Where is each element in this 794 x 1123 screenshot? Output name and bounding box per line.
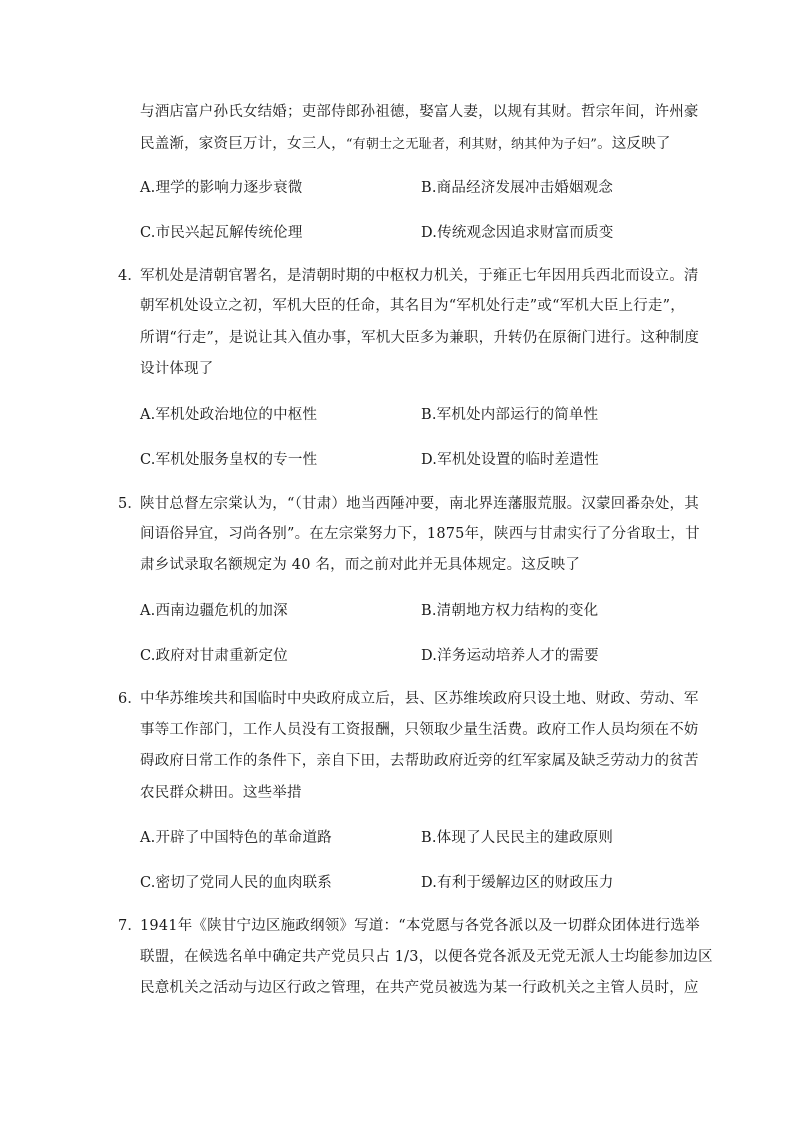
q6-number: 6． [118, 691, 143, 707]
q5-text-line-3: 肃乡试录取名额规定为 40 名，而之前对此并无具体规定。这反映了 [140, 557, 581, 573]
q7-text-line-2: 联盟，在候选名单中确定共产党员只占 1/3，以便各党各派及无党无派人士均能参加边区 [140, 949, 713, 965]
q4-option-b: B.军机处内部运行的简单性 [421, 407, 599, 423]
q7-text-line-3: 民意机关之活动与边区行政之管理，在共产党员被选为某一行政机关之主管人员时，应 [140, 980, 699, 996]
q3-option-b: B.商品经济发展冲击婚姻观念 [421, 180, 614, 196]
q4-text-line-4: 设计体现了 [140, 361, 214, 377]
q6-option-c: C.密切了党同人民的血肉联系 [140, 875, 332, 891]
q6-text-line-2: 事等工作部门，工作人员没有工资报酬，只领取少量生活费。政府工作人员均须在不妨 [140, 722, 699, 738]
q3-option-a: A.理学的影响力逐步衰微 [140, 180, 303, 196]
q4-option-c: C.军机处服务皇权的专一性 [140, 452, 318, 468]
q6-option-b: B.体现了人民民主的建政原则 [421, 830, 614, 846]
q7-text-line-1: 1941年《陕甘宁边区施政纲领》写道：“本党愿与各党各派以及一切群众团体进行选举 [140, 918, 700, 934]
q5-text-line-1: 陕甘总督左宗棠认为，“（甘肃）地当西陲冲要，南北界连藩服荒服。汉蒙回番杂处，其 [140, 496, 699, 512]
q6-text-line-3: 碍政府日常工作的条件下，亲自下田，去帮助政府近旁的红军家属及缺乏劳动力的贫苦 [140, 753, 699, 769]
q3-option-d: D.传统观念因追求财富而质变 [421, 225, 614, 241]
q4-text-line-2: 朝军机处设立之初，军机大臣的任命，其名目为“军机处行走”或“军机大臣上行走”， [140, 298, 685, 314]
q5-option-b: B.清朝地方权力结构的变化 [421, 603, 599, 619]
q6-option-d: D.有利于缓解边区的财政压力 [421, 875, 614, 891]
q6-option-a: A.开辟了中国特色的革命道路 [140, 830, 332, 846]
q3-text-line-2 [140, 134, 671, 155]
q6-text-line-1: 中华苏维埃共和国临时中央政府成立后，县、区苏维埃政府只设土地、财政、劳动、军 [140, 691, 699, 707]
q4-text-line-3: 所谓“行走”，是说让其入值办事，军机大臣多为兼职，升转仍在原衙门进行。这种制度 [140, 330, 700, 346]
q5-option-c: C.政府对甘肃重新定位 [140, 648, 288, 664]
q3-text-line-2-b: 。这反映了 [597, 136, 671, 152]
q5-option-d: D.洋务运动培养人才的需要 [421, 648, 599, 664]
q3-text-line-2-a: 民盖渐，家资巨万计，女三人， [140, 136, 346, 152]
q4-option-d: D.军机处设置的临时差遣性 [421, 452, 599, 468]
q6-text-line-4: 农民群众耕田。这些举措 [140, 785, 302, 801]
q5-number: 5． [118, 496, 143, 512]
q4-text-line-1: 军机处是清朝官署名，是清朝时期的中枢权力机关，于雍正七年因用兵西北而设立。清 [140, 268, 699, 284]
q5-text-line-2: 间语俗异宜，习尚各别”。在左宗棠努力下，1875年，陕西与甘肃实行了分省取士，甘 [140, 526, 700, 542]
q3-quote: “有朝士之无耻者，利其财，纳其仲为子妇” [345, 137, 598, 152]
q7-number: 7． [118, 918, 143, 934]
q5-option-a: A.西南边疆危机的加深 [140, 603, 288, 619]
q4-option-a: A.军机处政治地位的中枢性 [140, 407, 318, 423]
q4-number: 4． [118, 268, 143, 284]
q3-text-line-1: 与酒店富户孙氏女结婚；吏部侍郎孙祖德，娶富人妻，以规有其财。哲宗年间，许州豪 [140, 104, 699, 120]
q3-option-c: C.市民兴起瓦解传统伦理 [140, 225, 303, 241]
